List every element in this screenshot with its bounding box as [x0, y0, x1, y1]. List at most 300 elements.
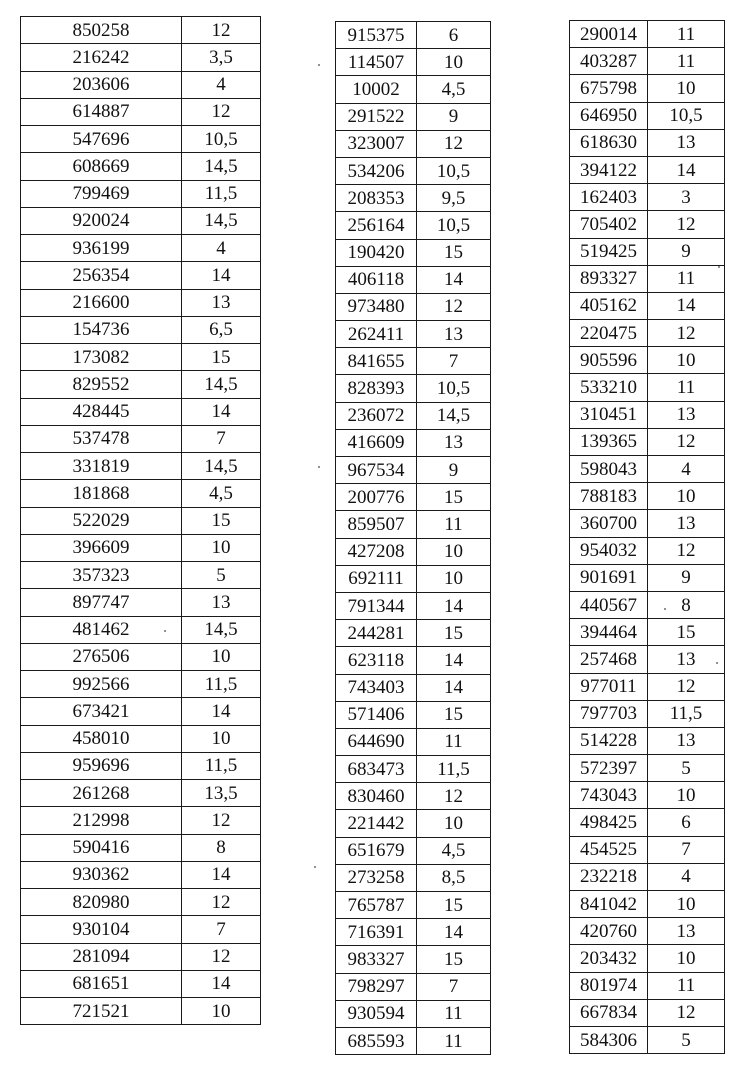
student-id-cell: 705402	[570, 211, 648, 238]
student-id-cell: 114507	[336, 49, 417, 76]
score-cell: 12	[417, 783, 491, 810]
table-row	[336, 185, 491, 212]
score-cell: 4,5	[417, 837, 491, 864]
student-id-cell: 598043	[570, 456, 648, 483]
score-cell: 6	[648, 809, 725, 836]
student-id-cell: 514228	[570, 727, 648, 754]
score-cell: 14,5	[182, 616, 261, 643]
student-id-cell: 281094	[21, 943, 182, 970]
table-row	[570, 727, 725, 754]
student-id-cell: 608669	[21, 153, 182, 180]
score-cell: 13	[182, 289, 261, 316]
student-id-cell: 675798	[570, 75, 648, 102]
student-id-cell: 743043	[570, 782, 648, 809]
score-cell: 11	[417, 728, 491, 755]
score-cell: 14	[417, 647, 491, 674]
score-cell: 11	[648, 48, 725, 75]
student-id-cell: 534206	[336, 157, 417, 184]
score-cell: 9	[417, 103, 491, 130]
score-cell: 4	[182, 71, 261, 98]
table-row	[336, 1027, 491, 1054]
student-id-cell: 221442	[336, 810, 417, 837]
score-cell: 10	[648, 347, 725, 374]
student-id-cell: 537478	[21, 425, 182, 452]
table-row	[570, 782, 725, 809]
score-cell: 13	[648, 510, 725, 537]
student-id-cell: 667834	[570, 999, 648, 1026]
table-row	[570, 591, 725, 618]
student-id-cell: 692111	[336, 565, 417, 592]
student-id-cell: 190420	[336, 239, 417, 266]
score-cell: 12	[182, 98, 261, 125]
table-row	[570, 809, 725, 836]
score-cell: 12	[182, 17, 261, 44]
student-id-cell: 427208	[336, 538, 417, 565]
student-id-cell: 394122	[570, 156, 648, 183]
score-cell: 5	[182, 562, 261, 589]
score-cell: 12	[417, 130, 491, 157]
table-row	[570, 510, 725, 537]
table-row	[570, 755, 725, 782]
student-id-cell: 646950	[570, 102, 648, 129]
student-id-cell: 416609	[336, 429, 417, 456]
table-row	[21, 71, 261, 98]
score-cell: 12	[417, 293, 491, 320]
score-cell: 8	[182, 834, 261, 861]
score-cell: 4	[648, 456, 725, 483]
table-row	[570, 238, 725, 265]
student-id-cell: 212998	[21, 807, 182, 834]
score-cell: 10,5	[417, 212, 491, 239]
score-cell: 10	[417, 565, 491, 592]
student-id-cell: 977011	[570, 673, 648, 700]
score-cell: 10	[182, 534, 261, 561]
score-cell: 14	[182, 262, 261, 289]
table-row	[570, 646, 725, 673]
table-row	[570, 102, 725, 129]
table-row	[570, 999, 725, 1026]
student-id-cell: 673421	[21, 698, 182, 725]
score-cell: 13	[417, 321, 491, 348]
table-row	[336, 22, 491, 49]
score-cell: 11	[417, 511, 491, 538]
table-row	[21, 861, 261, 888]
table-row	[336, 484, 491, 511]
table-row	[336, 919, 491, 946]
score-cell: 14	[182, 861, 261, 888]
student-id-cell: 930594	[336, 1000, 417, 1027]
table-row	[21, 316, 261, 343]
table-row	[21, 589, 261, 616]
student-id-cell: 273258	[336, 864, 417, 891]
table-row	[21, 562, 261, 589]
score-cell: 8	[648, 591, 725, 618]
student-id-cell: 420760	[570, 918, 648, 945]
student-id-cell: 10002	[336, 76, 417, 103]
table-row	[21, 671, 261, 698]
table-row	[570, 401, 725, 428]
student-id-cell: 791344	[336, 592, 417, 619]
table-row	[21, 998, 261, 1025]
score-cell: 10,5	[417, 375, 491, 402]
score-cell: 15	[417, 239, 491, 266]
score-cell: 14	[417, 919, 491, 946]
table-row	[336, 973, 491, 1000]
student-id-cell: 959696	[21, 752, 182, 779]
student-id-cell: 936199	[21, 235, 182, 262]
score-cell: 11,5	[182, 752, 261, 779]
table-row	[570, 265, 725, 292]
table-row	[336, 348, 491, 375]
student-id-cell: 360700	[570, 510, 648, 537]
student-id-cell: 533210	[570, 374, 648, 401]
table-row	[21, 970, 261, 997]
student-id-cell: 820980	[21, 889, 182, 916]
table-row	[570, 537, 725, 564]
student-id-cell: 405162	[570, 292, 648, 319]
table-row	[570, 918, 725, 945]
score-cell: 13	[648, 401, 725, 428]
table-row	[21, 98, 261, 125]
score-cell: 4,5	[182, 480, 261, 507]
score-cell: 6	[417, 22, 491, 49]
student-id-cell: 203432	[570, 945, 648, 972]
score-cell: 10,5	[182, 126, 261, 153]
student-id-cell: 256354	[21, 262, 182, 289]
student-id-cell: 216242	[21, 44, 182, 71]
student-id-cell: 522029	[21, 507, 182, 534]
table-row	[21, 344, 261, 371]
score-cell: 14	[182, 970, 261, 997]
score-cell: 11	[648, 21, 725, 48]
table-row	[336, 239, 491, 266]
table-row	[336, 565, 491, 592]
score-cell: 14	[182, 398, 261, 425]
student-id-cell: 893327	[570, 265, 648, 292]
student-id-cell: 162403	[570, 184, 648, 211]
table-row	[336, 321, 491, 348]
score-cell: 14,5	[182, 153, 261, 180]
scan-speck	[164, 630, 166, 632]
scan-speck	[318, 466, 320, 468]
table-row	[21, 44, 261, 71]
score-cell: 11,5	[182, 180, 261, 207]
score-cell: 10,5	[648, 102, 725, 129]
student-id-cell: 481462	[21, 616, 182, 643]
student-id-cell: 181868	[21, 480, 182, 507]
student-id-cell: 614887	[21, 98, 182, 125]
scan-speck	[318, 64, 320, 66]
student-id-cell: 905596	[570, 347, 648, 374]
table-row	[570, 129, 725, 156]
student-id-cell: 992566	[21, 671, 182, 698]
student-id-cell: 841655	[336, 348, 417, 375]
score-cell: 5	[648, 755, 725, 782]
score-cell: 14,5	[182, 453, 261, 480]
score-cell: 14,5	[182, 207, 261, 234]
score-cell: 5	[648, 1026, 725, 1053]
student-id-cell: 590416	[21, 834, 182, 861]
student-id-cell: 571406	[336, 701, 417, 728]
score-cell: 7	[648, 836, 725, 863]
table-row	[21, 889, 261, 916]
table-row	[570, 211, 725, 238]
score-cell: 10	[417, 49, 491, 76]
student-id-cell: 973480	[336, 293, 417, 320]
student-id-cell: 331819	[21, 453, 182, 480]
score-cell: 10,5	[417, 157, 491, 184]
score-cell: 4,5	[417, 76, 491, 103]
table-row	[336, 783, 491, 810]
student-id-cell: 236072	[336, 402, 417, 429]
table-row	[21, 207, 261, 234]
score-cell: 7	[182, 916, 261, 943]
table-row	[570, 836, 725, 863]
table-row	[21, 916, 261, 943]
table-row	[570, 428, 725, 455]
table-row	[336, 429, 491, 456]
score-cell: 10	[417, 810, 491, 837]
student-id-cell: 901691	[570, 564, 648, 591]
student-id-cell: 403287	[570, 48, 648, 75]
score-cell: 14	[648, 156, 725, 183]
student-id-cell: 257468	[570, 646, 648, 673]
score-cell: 11	[417, 1000, 491, 1027]
score-cell: 11	[648, 972, 725, 999]
score-cell: 14,5	[182, 371, 261, 398]
score-cell: 13	[648, 129, 725, 156]
student-id-cell: 440567	[570, 591, 648, 618]
student-id-cell: 983327	[336, 946, 417, 973]
table-row	[570, 320, 725, 347]
table-row	[336, 728, 491, 755]
student-id-cell: 200776	[336, 484, 417, 511]
student-id-cell: 797703	[570, 700, 648, 727]
score-cell: 13	[417, 429, 491, 456]
table-row	[336, 293, 491, 320]
score-cell: 10	[648, 891, 725, 918]
table-row	[570, 184, 725, 211]
score-cell: 9	[648, 564, 725, 591]
table-row	[336, 49, 491, 76]
student-id-cell: 261268	[21, 780, 182, 807]
table-row	[21, 616, 261, 643]
score-cell: 3	[648, 184, 725, 211]
score-cell: 11,5	[417, 756, 491, 783]
score-table-left	[20, 16, 261, 1025]
score-cell: 7	[182, 425, 261, 452]
student-id-cell: 897747	[21, 589, 182, 616]
table-row	[21, 834, 261, 861]
student-id-cell: 799469	[21, 180, 182, 207]
student-id-cell: 716391	[336, 919, 417, 946]
score-cell: 14	[417, 674, 491, 701]
table-row	[21, 943, 261, 970]
table-row	[570, 564, 725, 591]
score-cell: 10	[648, 75, 725, 102]
table-row	[570, 374, 725, 401]
table-row	[21, 807, 261, 834]
scan-speck	[716, 662, 718, 664]
score-cell: 8,5	[417, 864, 491, 891]
student-id-cell: 930362	[21, 861, 182, 888]
score-cell: 15	[417, 946, 491, 973]
score-table-middle	[335, 21, 491, 1055]
table-row	[21, 180, 261, 207]
table-row	[336, 701, 491, 728]
student-id-cell: 788183	[570, 483, 648, 510]
table-row	[570, 21, 725, 48]
table-row	[21, 235, 261, 262]
score-cell: 10	[648, 782, 725, 809]
score-cell: 12	[182, 943, 261, 970]
table-row	[21, 534, 261, 561]
student-id-cell: 454525	[570, 836, 648, 863]
table-row	[336, 647, 491, 674]
student-id-cell: 396609	[21, 534, 182, 561]
student-id-cell: 244281	[336, 620, 417, 647]
score-cell: 10	[182, 725, 261, 752]
score-cell: 15	[182, 344, 261, 371]
table-row	[570, 863, 725, 890]
score-cell: 10	[648, 945, 725, 972]
table-row	[570, 456, 725, 483]
score-cell: 11,5	[648, 700, 725, 727]
score-cell: 11,5	[182, 671, 261, 698]
student-id-cell: 173082	[21, 344, 182, 371]
student-id-cell: 406118	[336, 266, 417, 293]
student-id-cell: 291522	[336, 103, 417, 130]
score-cell: 14	[417, 592, 491, 619]
score-cell: 13	[648, 727, 725, 754]
table-row	[570, 700, 725, 727]
score-cell: 7	[417, 973, 491, 1000]
table-row	[570, 48, 725, 75]
score-cell: 12	[648, 320, 725, 347]
score-cell: 11	[648, 265, 725, 292]
student-id-cell: 829552	[21, 371, 182, 398]
student-id-cell: 428445	[21, 398, 182, 425]
student-id-cell: 310451	[570, 401, 648, 428]
student-id-cell: 256164	[336, 212, 417, 239]
table-row	[21, 698, 261, 725]
student-id-cell: 967534	[336, 457, 417, 484]
student-id-cell: 154736	[21, 316, 182, 343]
table-row	[336, 457, 491, 484]
table-row	[336, 837, 491, 864]
score-cell: 11	[417, 1027, 491, 1054]
score-cell: 14	[417, 266, 491, 293]
table-row	[21, 780, 261, 807]
score-cell: 7	[417, 348, 491, 375]
student-id-cell: 920024	[21, 207, 182, 234]
student-id-cell: 262411	[336, 321, 417, 348]
score-cell: 14,5	[417, 402, 491, 429]
score-cell: 13	[648, 646, 725, 673]
student-id-cell: 547696	[21, 126, 182, 153]
student-id-cell: 683473	[336, 756, 417, 783]
student-id-cell: 651679	[336, 837, 417, 864]
table-row	[21, 17, 261, 44]
score-cell: 13	[182, 589, 261, 616]
student-id-cell: 519425	[570, 238, 648, 265]
student-id-cell: 323007	[336, 130, 417, 157]
score-cell: 15	[648, 619, 725, 646]
score-cell: 13	[648, 918, 725, 945]
score-cell: 9	[417, 457, 491, 484]
student-id-cell: 618630	[570, 129, 648, 156]
student-id-cell: 954032	[570, 537, 648, 564]
score-cell: 12	[648, 537, 725, 564]
student-id-cell: 139365	[570, 428, 648, 455]
table-row	[21, 371, 261, 398]
score-cell: 15	[417, 701, 491, 728]
score-cell: 9,5	[417, 185, 491, 212]
scan-speck	[664, 608, 666, 610]
table-row	[336, 76, 491, 103]
student-id-cell: 841042	[570, 891, 648, 918]
score-cell: 14	[648, 292, 725, 319]
student-id-cell: 930104	[21, 916, 182, 943]
table-row	[336, 810, 491, 837]
score-cell: 15	[417, 484, 491, 511]
table-row	[570, 891, 725, 918]
table-row	[336, 756, 491, 783]
score-cell: 9	[648, 238, 725, 265]
student-id-cell: 859507	[336, 511, 417, 538]
score-cell: 10	[648, 483, 725, 510]
student-id-cell: 721521	[21, 998, 182, 1025]
table-row	[21, 725, 261, 752]
student-id-cell: 644690	[336, 728, 417, 755]
table-row	[336, 538, 491, 565]
student-id-cell: 765787	[336, 892, 417, 919]
table-row	[570, 292, 725, 319]
student-id-cell: 685593	[336, 1027, 417, 1054]
score-cell: 14	[182, 698, 261, 725]
table-row	[570, 75, 725, 102]
table-row	[21, 643, 261, 670]
table-row	[21, 425, 261, 452]
student-id-cell: 394464	[570, 619, 648, 646]
table-row	[21, 453, 261, 480]
table-row	[336, 892, 491, 919]
score-cell: 12	[648, 673, 725, 700]
table-row	[570, 347, 725, 374]
score-cell: 11	[648, 374, 725, 401]
table-row	[570, 619, 725, 646]
score-cell: 12	[648, 428, 725, 455]
student-id-cell: 357323	[21, 562, 182, 589]
student-id-cell: 232218	[570, 863, 648, 890]
table-row	[570, 972, 725, 999]
table-row	[336, 674, 491, 701]
table-row	[21, 507, 261, 534]
table-row	[336, 375, 491, 402]
student-id-cell: 458010	[21, 725, 182, 752]
score-cell: 15	[417, 892, 491, 919]
score-cell: 10	[417, 538, 491, 565]
score-cell: 6,5	[182, 316, 261, 343]
table-row	[336, 212, 491, 239]
student-id-cell: 743403	[336, 674, 417, 701]
score-cell: 13,5	[182, 780, 261, 807]
student-id-cell: 828393	[336, 375, 417, 402]
score-cell: 10	[182, 998, 261, 1025]
table-row	[21, 126, 261, 153]
student-id-cell: 498425	[570, 809, 648, 836]
student-id-cell: 830460	[336, 783, 417, 810]
